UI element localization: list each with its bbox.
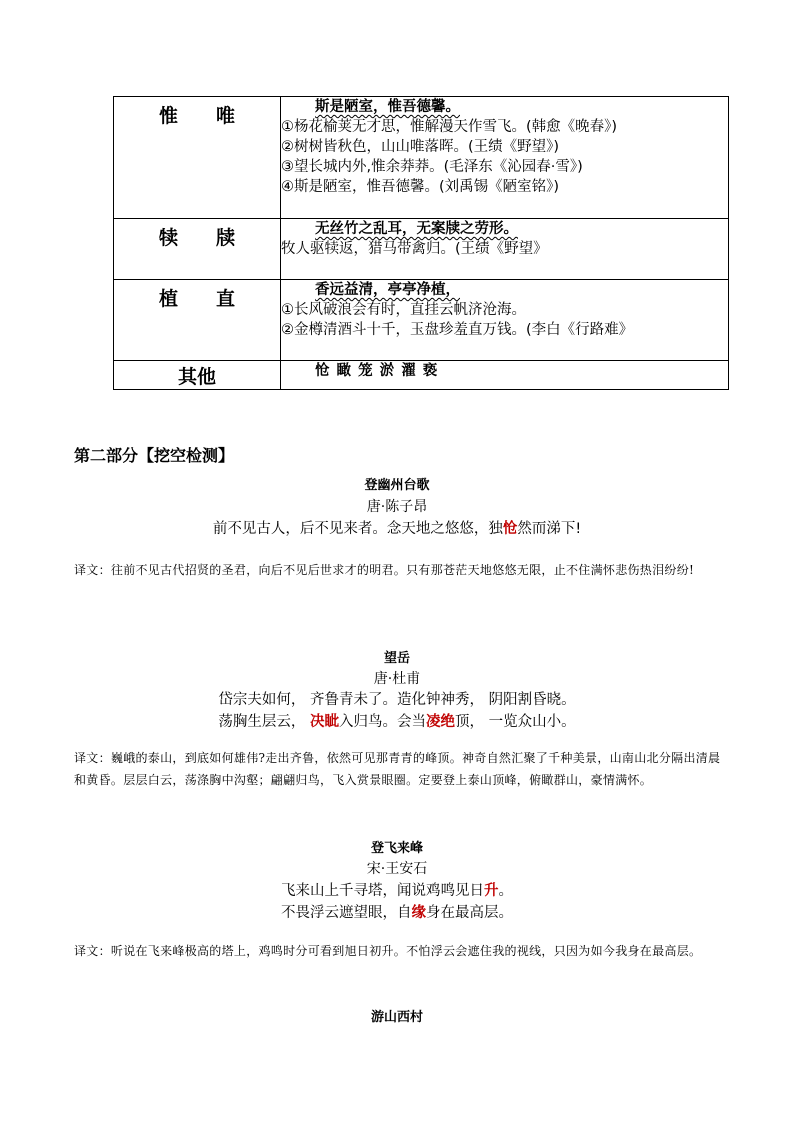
table-key: 植 直 — [158, 288, 235, 310]
poem-line — [0, 517, 794, 538]
poem-text: 然而涕下! — [517, 521, 582, 537]
poem-line — [0, 710, 794, 731]
example-line: ④斯是陋室，惟吾德馨。(刘禹锡《陋室铭》) — [281, 179, 560, 195]
translation: 译文：往前不见古代招贤的圣君，向后不见后世求才的明君。只有那苍茫天地悠悠无限，止不住满怀悲伤热泪纷纷! — [74, 563, 695, 577]
table-key-cell — [114, 361, 281, 390]
table-key-cell — [114, 280, 281, 361]
example-line: ①杨花榆荚无才思，惟解漫天作雪飞。(韩愈《晚春》) — [281, 119, 618, 135]
vocabulary-table — [113, 96, 729, 390]
translation: 译文：巍峨的泰山，到底如何雄伟?走出齐鲁，依然可见那青青的峰顶。神奇自然汇聚了千种美景，山南山北分隔出清晨和黄昏。层层白云，荡涤胸中沟壑；翩翩归鸟，飞入赏景眼圈。定要登上泰山顶峰，俯瞰群山，豪情满怀。 — [74, 751, 721, 787]
poem-text: 荡胸生层云， — [218, 714, 310, 730]
example-line: ②树树皆秋色，山山唯落晖。(王绩《野望》) — [281, 139, 560, 155]
table-example-cell — [281, 219, 729, 280]
poem-line — [0, 879, 794, 900]
poem-text: 前不见古人，后不见来者。念天地之悠悠，独 — [212, 521, 503, 537]
translation: 译文：听说在飞来峰极高的塔上，鸡鸣时分可看到旭日初升。不怕浮云会遮住我的视线，只因为如今我身在最高层。 — [74, 944, 702, 958]
highlighted-answer: 升 — [484, 883, 499, 899]
poem-text: 飞来山上千寻塔，闻说鸡鸣见日 — [281, 883, 484, 899]
poem-title: 登飞来峰 — [370, 841, 423, 856]
poem-line — [0, 688, 794, 709]
example-line: 牧人驱犊返，猎马带禽归。(王绩《野望》 — [281, 241, 548, 257]
table-key-cell — [114, 219, 281, 280]
table-row — [114, 97, 729, 219]
table-example-cell — [281, 97, 729, 219]
poem-title: 游山西村 — [370, 1010, 423, 1025]
table-key: 惟 唯 — [158, 105, 235, 127]
table-row — [114, 280, 729, 361]
poem-text: 入归鸟。会当 — [339, 714, 426, 730]
other-characters: 怆 瞰 笼 淤 濯 亵 — [315, 363, 439, 379]
poem-line — [0, 901, 794, 922]
example-heading: 香远益清，亭亭净植， — [315, 282, 460, 298]
poem-title: 望岳 — [383, 651, 410, 666]
poem-author: 唐·杜甫 — [373, 671, 421, 687]
example-heading: 斯是陋室，惟吾德馨。 — [315, 99, 460, 115]
poem-author: 唐·陈子昂 — [366, 499, 428, 515]
highlighted-answer: 缘 — [411, 905, 426, 921]
table-example-cell — [281, 361, 729, 390]
poem-text: 岱宗夫如何， 齐鲁青未了。造化钟神秀， 阴阳割昏晓。 — [218, 692, 576, 708]
example-line: ②金樽清酒斗十千，玉盘珍羞直万钱。(李白《行路难》 — [281, 322, 634, 338]
poem-text: 不畏浮云遮望眼，自 — [281, 905, 412, 921]
table-example-cell — [281, 280, 729, 361]
section-title: 第二部分【挖空检测】 — [74, 446, 235, 465]
poem-author: 宋·王安石 — [366, 861, 428, 877]
table-row — [114, 219, 729, 280]
example-line: ③望长城内外,惟余莽莽。(毛泽东《沁园春·雪》) — [281, 159, 583, 175]
table-key: 犊 牍 — [158, 227, 235, 249]
highlighted-answer: 凌绝 — [426, 714, 455, 730]
poem-text: 顶， 一览众山小。 — [455, 714, 576, 730]
table-key: 其他 — [177, 366, 216, 388]
poem-text: 身在最高层。 — [426, 905, 513, 921]
table-key-cell — [114, 97, 281, 219]
example-heading: 无丝竹之乱耳，无案牍之劳形。 — [315, 221, 518, 237]
poem-text: 。 — [498, 883, 513, 899]
highlighted-answer: 怆 — [502, 521, 518, 537]
example-line: ①长风破浪会有时，直挂云帆济沧海。 — [281, 302, 526, 318]
highlighted-answer: 决眦 — [310, 714, 339, 730]
poem-title: 登幽州台歌 — [364, 478, 430, 493]
table-row — [114, 361, 729, 390]
